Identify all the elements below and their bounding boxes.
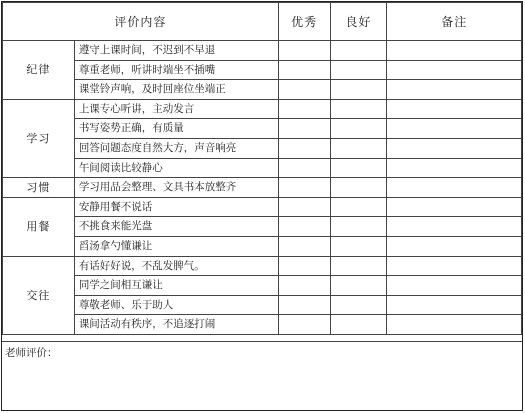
remarks-cell[interactable] xyxy=(387,60,522,80)
excellent-cell[interactable] xyxy=(278,60,330,80)
remarks-cell[interactable] xyxy=(387,197,522,217)
category-cell: 用餐 xyxy=(3,197,75,256)
header-content: 评价内容 xyxy=(3,3,279,41)
teacher-comment-label: 老师评价： xyxy=(5,347,58,359)
good-cell[interactable] xyxy=(330,119,387,139)
criterion-cell: 同学之间相互谦让 xyxy=(74,276,278,296)
excellent-cell[interactable] xyxy=(278,41,330,61)
table-row xyxy=(3,295,522,315)
criterion-cell: 学习用品会整理、文具书本放整齐 xyxy=(74,178,278,198)
criterion-cell: 安静用餐不说话 xyxy=(74,197,278,217)
table-row xyxy=(3,80,522,100)
remarks-cell[interactable] xyxy=(387,158,522,178)
remarks-cell[interactable] xyxy=(387,119,522,139)
good-cell[interactable] xyxy=(330,138,387,158)
good-cell[interactable] xyxy=(330,236,387,256)
good-cell[interactable] xyxy=(330,217,387,237)
good-cell[interactable] xyxy=(330,197,387,217)
category-cell: 交往 xyxy=(3,256,75,334)
header-row xyxy=(3,3,522,41)
excellent-cell[interactable] xyxy=(278,99,330,119)
excellent-cell[interactable] xyxy=(278,178,330,198)
table-row xyxy=(3,276,522,296)
criterion-cell: 回答问题态度自然大方，声音响亮 xyxy=(74,138,278,158)
category-cell: 习惯 xyxy=(3,178,75,198)
criterion-cell: 不挑食来能光盘 xyxy=(74,217,278,237)
good-cell[interactable] xyxy=(330,276,387,296)
excellent-cell[interactable] xyxy=(278,119,330,139)
table-row xyxy=(3,178,522,198)
good-cell[interactable] xyxy=(330,99,387,119)
good-cell[interactable] xyxy=(330,295,387,315)
criterion-cell: 课堂铃声响，及时回座位坐端正 xyxy=(74,80,278,100)
remarks-cell[interactable] xyxy=(387,99,522,119)
evaluation-table xyxy=(2,2,522,335)
excellent-cell[interactable] xyxy=(278,315,330,335)
remarks-cell[interactable] xyxy=(387,80,522,100)
table-row xyxy=(3,236,522,256)
criterion-cell: 书写姿势正确，有质量 xyxy=(74,119,278,139)
remarks-cell[interactable] xyxy=(387,138,522,158)
criterion-cell: 舀汤拿勺懂谦让 xyxy=(74,236,278,256)
excellent-cell[interactable] xyxy=(278,80,330,100)
good-cell[interactable] xyxy=(330,158,387,178)
header-remarks: 备注 xyxy=(387,3,522,41)
category-cell: 纪律 xyxy=(3,41,75,100)
excellent-cell[interactable] xyxy=(278,276,330,296)
criterion-cell: 尊敬老师、乐于助人 xyxy=(74,295,278,315)
excellent-cell[interactable] xyxy=(278,236,330,256)
criterion-cell: 午间阅读比较静心 xyxy=(74,158,278,178)
good-cell[interactable] xyxy=(330,315,387,335)
remarks-cell[interactable] xyxy=(387,178,522,198)
excellent-cell[interactable] xyxy=(278,295,330,315)
table-row xyxy=(3,256,522,276)
criterion-cell: 上课专心听讲，主动发言 xyxy=(74,99,278,119)
teacher-comment-box[interactable] xyxy=(2,341,522,410)
table-row xyxy=(3,217,522,237)
good-cell[interactable] xyxy=(330,41,387,61)
table-row xyxy=(3,138,522,158)
criterion-cell: 遵守上课时间，不迟到不早退 xyxy=(74,41,278,61)
category-cell: 学习 xyxy=(3,99,75,177)
remarks-cell[interactable] xyxy=(387,217,522,237)
remarks-cell[interactable] xyxy=(387,295,522,315)
good-cell[interactable] xyxy=(330,178,387,198)
good-cell[interactable] xyxy=(330,256,387,276)
criterion-cell: 有话好好说，不乱发脾气。 xyxy=(74,256,278,276)
remarks-cell[interactable] xyxy=(387,256,522,276)
table-row xyxy=(3,158,522,178)
table-row xyxy=(3,119,522,139)
remarks-cell[interactable] xyxy=(387,315,522,335)
excellent-cell[interactable] xyxy=(278,256,330,276)
table-row xyxy=(3,41,522,61)
table-row xyxy=(3,60,522,80)
criterion-cell: 课间活动有秩序，不追逐打闹 xyxy=(74,315,278,335)
header-good: 良好 xyxy=(330,3,387,41)
remarks-cell[interactable] xyxy=(387,276,522,296)
excellent-cell[interactable] xyxy=(278,197,330,217)
excellent-cell[interactable] xyxy=(278,138,330,158)
header-excellent: 优秀 xyxy=(278,3,330,41)
remarks-cell[interactable] xyxy=(387,41,522,61)
table-row xyxy=(3,99,522,119)
good-cell[interactable] xyxy=(330,60,387,80)
excellent-cell[interactable] xyxy=(278,217,330,237)
good-cell[interactable] xyxy=(330,80,387,100)
criterion-cell: 尊重老师，听讲时端坐不插嘴 xyxy=(74,60,278,80)
excellent-cell[interactable] xyxy=(278,158,330,178)
evaluation-sheet xyxy=(1,1,523,411)
table-row xyxy=(3,197,522,217)
table-row xyxy=(3,315,522,335)
remarks-cell[interactable] xyxy=(387,236,522,256)
